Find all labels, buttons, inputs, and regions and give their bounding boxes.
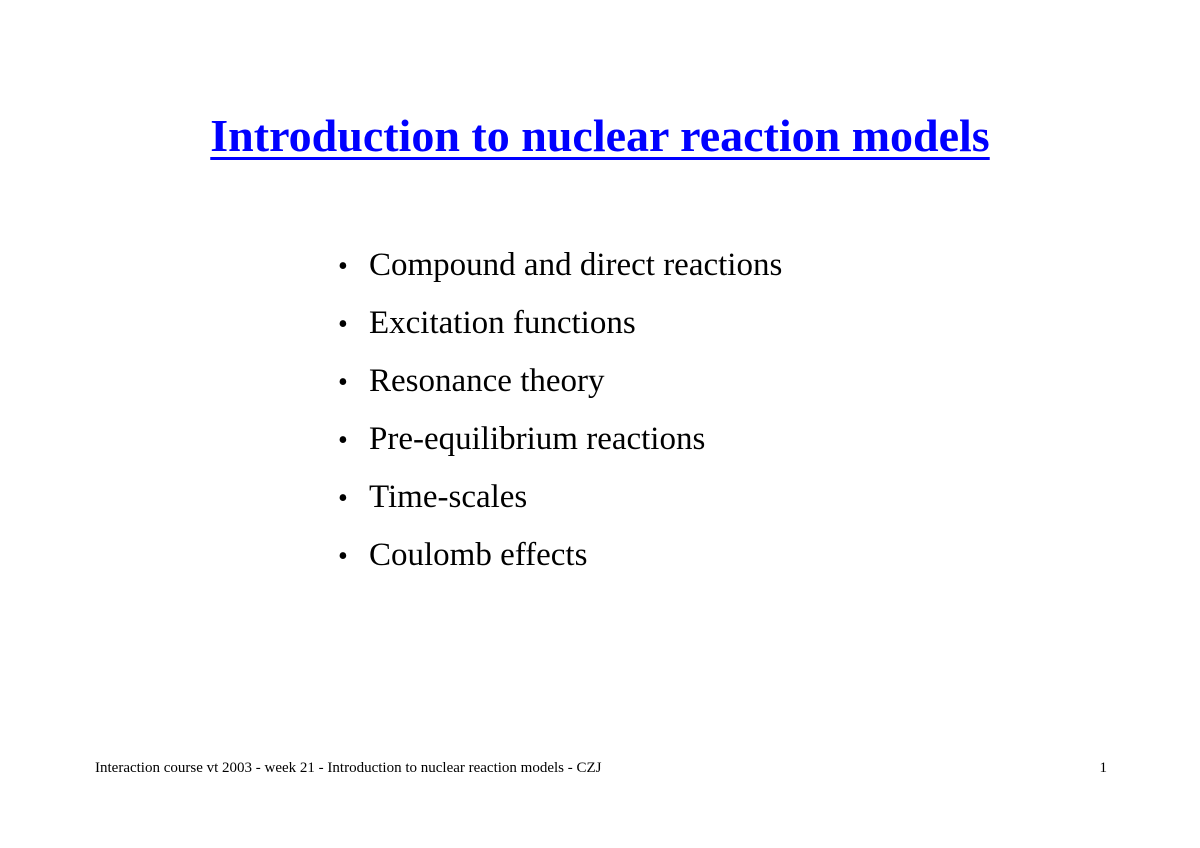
slide-title: Introduction to nuclear reaction models: [210, 110, 990, 161]
list-item: [338, 475, 782, 533]
bullet-icon: •: [338, 425, 348, 456]
list-item: [338, 359, 782, 417]
bullet-text: Time-scales: [369, 479, 528, 515]
bullet-list: [338, 243, 782, 591]
footer-text: Interaction course vt 2003 - week 21 - Introduction to nuclear reaction models - CZJ: [95, 760, 602, 776]
bullet-text: Pre-equilibrium reactions: [369, 421, 706, 457]
bullet-text: Compound and direct reactions: [369, 247, 783, 283]
bullet-text: Coulomb effects: [369, 537, 588, 573]
list-item: [338, 243, 782, 301]
bullet-icon: •: [338, 483, 348, 514]
list-item: [338, 533, 782, 591]
bullet-text: Excitation functions: [369, 305, 636, 341]
bullet-icon: •: [338, 367, 348, 398]
bullet-icon: •: [338, 251, 348, 282]
list-item: [338, 417, 782, 475]
bullet-text: Resonance theory: [369, 363, 605, 399]
list-item: [338, 301, 782, 359]
bullet-icon: •: [338, 309, 348, 340]
bullet-icon: •: [338, 541, 348, 572]
slide-footer: [95, 758, 1107, 778]
page-number: 1: [1099, 760, 1107, 776]
